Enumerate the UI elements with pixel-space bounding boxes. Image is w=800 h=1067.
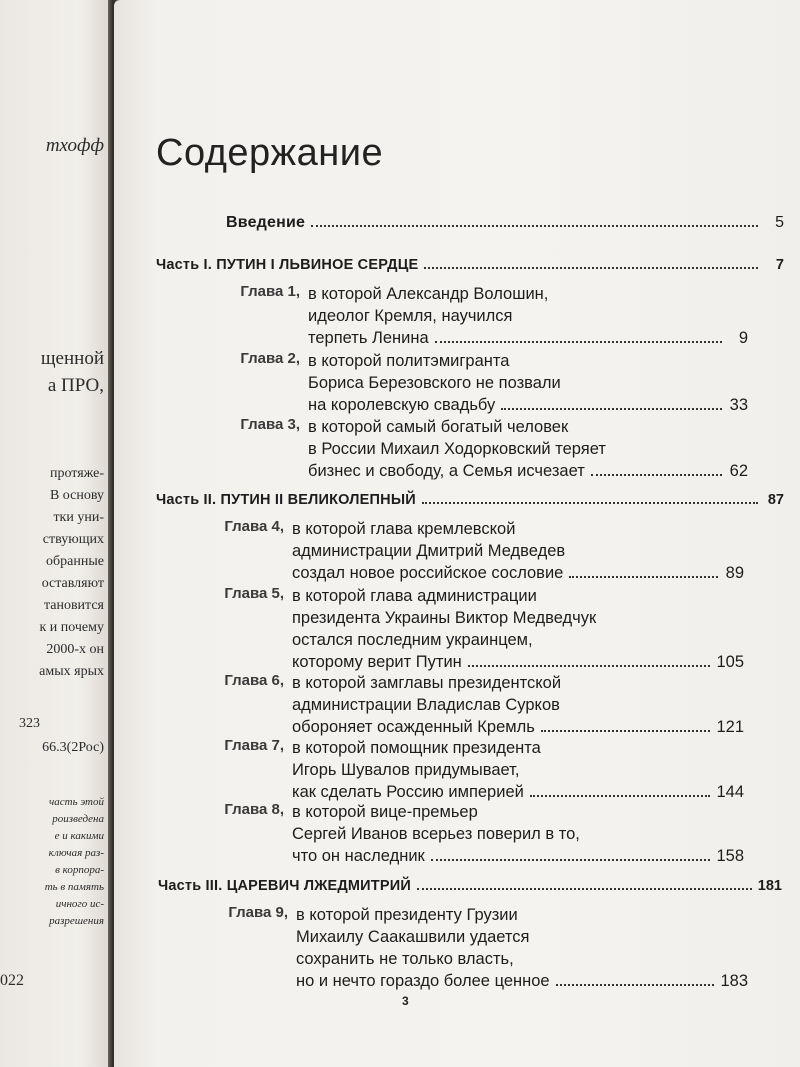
left-page-fragment: а ПРО, [47,375,104,396]
toc-leader [468,665,711,667]
toc-chapter-line: бизнес и свободу, а Семья исчезает [308,462,585,480]
toc-chapter-line: как сделать Россию империей [292,783,524,801]
toc-chapter-line: на королевскую свадьбу [308,396,496,414]
toc-chapter-label: Глава 9, [228,904,288,921]
toc-chapter-label: Глава 1, [240,283,300,300]
toc-chapter-label: Глава 5, [224,585,284,602]
toc-chapter-entry [214,672,774,738]
page-title: Содержание [156,132,384,174]
left-page-fragment: оставляют [41,576,104,591]
toc-leader [541,730,711,732]
toc-chapter-label: Глава 7, [224,737,284,754]
toc-page-number: 183 [720,972,748,990]
toc-part-label: Часть III. ЦАРЕВИЧ ЛЖЕДМИТРИЙ [158,878,411,894]
toc-leader [591,474,722,476]
toc-leader [435,341,722,343]
toc-part-row [156,492,784,508]
left-page-fragment: 2000-х он [46,642,104,657]
toc-page-number: 89 [725,564,744,582]
left-page-fragment: ключая раз- [48,847,104,859]
toc-chapter-entry [218,904,778,992]
toc-leader [530,795,711,797]
left-page-fragment: ствующих [42,532,104,547]
toc-chapter-line: в которой глава администрации [292,587,537,605]
toc-leader [417,888,752,890]
toc-page-number: 158 [716,847,744,865]
toc-leader [569,576,718,578]
left-page-fragment: е и какими [54,830,104,842]
toc-chapter-line: в которой Александр Волошин, [308,285,549,303]
left-page-fragment: часть этой [49,796,104,808]
toc-chapter-line: которому верит Путин [292,653,462,671]
toc-chapter-line: Игорь Шувалов придумывает, [292,761,520,779]
toc-chapter-entry [214,585,774,673]
toc-page-number: 105 [716,653,744,671]
toc-chapter-label: Глава 3, [240,416,300,433]
toc-page-number: 87 [767,492,784,508]
left-page-fragment: 022 [0,972,24,989]
toc-intro-row [226,214,784,232]
toc-chapter-entry [230,416,790,482]
toc-page-number: 181 [757,878,782,894]
toc-leader [422,502,758,504]
left-page-fragment: амых ярых [39,664,104,679]
toc-chapter-line: Михаилу Саакашвили удается [296,928,530,946]
left-page-fragment: тхофф [45,135,104,156]
left-page-fragment: к и почему [39,620,104,635]
left-page-fragment: тановится [43,598,104,613]
toc-chapter-line: в которой президенту Грузии [296,906,518,924]
page-number: 3 [402,994,409,1008]
toc-page-number: 121 [716,718,744,736]
toc-chapter-line: в которой замглавы президентской [292,674,562,692]
toc-leader [311,225,758,227]
toc-leader [501,408,722,410]
left-page-fragment: разрешения [49,915,104,927]
contents-page [114,0,800,1067]
toc-chapter-line: но и нечто гораздо более ценное [296,972,550,990]
toc-chapter-line: сохранить не только власть, [296,950,514,968]
left-page-fragment: 66.3(2Рос) [42,740,104,755]
toc-leader [424,267,758,269]
toc-chapter-entry [214,801,774,867]
toc-chapter-line: в которой вице-премьер [292,803,478,821]
left-page-fragment: В основу [49,488,104,503]
left-page-fragment: протяже- [49,466,104,481]
toc-page-number: 5 [775,214,784,231]
toc-page-number: 7 [775,257,784,273]
toc-chapter-line: обороняет осажденный Кремль [292,718,535,736]
toc-chapter-line: что он наследник [292,847,425,865]
toc-chapter-line: остался последним украинцем, [292,631,533,649]
left-page [0,0,112,1067]
left-page-fragment: ть в память [44,881,104,893]
toc-chapter-entry [214,737,774,803]
toc-chapter-entry [230,350,790,416]
left-page-fragment: 323 [19,716,40,731]
toc-part-row [156,257,784,273]
toc-chapter-line: администрации Дмитрий Медведев [292,542,566,560]
toc-part-label: Часть I. ПУТИН I ЛЬВИНОЕ СЕРДЦЕ [156,257,419,273]
left-page-fragment: щенной [40,348,104,369]
toc-chapter-line: в которой самый богатый человек [308,418,569,436]
toc-leader [556,984,715,986]
toc-chapter-label: Глава 2, [240,350,300,367]
toc-chapter-line: создал новое российское сословие [292,564,564,582]
left-page-fragment: роизведена [52,813,104,825]
toc-leader [431,859,711,861]
toc-page-number: 62 [729,462,748,480]
toc-chapter-line: идеолог Кремля, научился [308,307,513,325]
toc-chapter-line: в которой помощник президента [292,739,541,757]
toc-chapter-label: Глава 8, [224,801,284,818]
toc-part-row [158,878,782,894]
toc-page-number: 144 [716,783,744,801]
toc-chapter-entry [230,283,790,349]
toc-chapter-entry [214,518,774,584]
toc-chapter-line: администрации Владислав Сурков [292,696,560,714]
left-page-fragment: ичного ис- [55,898,104,910]
toc-chapter-line: терпеть Ленина [308,329,429,347]
toc-chapter-line: президента Украины Виктор Медведчук [292,609,597,627]
toc-page-number: 33 [729,396,748,414]
left-page-fragment: тки уни- [53,510,104,525]
left-page-fragment: обранные [46,554,104,569]
toc-part-label: Часть II. ПУТИН II ВЕЛИКОЛЕПНЫЙ [156,492,416,508]
toc-intro-label: Введение [226,214,306,231]
left-page-fragment: в корпора- [55,864,104,876]
toc-chapter-line: в России Михаил Ходорковский теряет [308,440,606,458]
toc-chapter-label: Глава 6, [224,672,284,689]
toc-chapter-line: Сергей Иванов всерьез поверил в то, [292,825,580,843]
toc-chapter-line: в которой политэмигранта [308,352,510,370]
toc-page-number: 9 [738,329,748,347]
toc-chapter-label: Глава 4, [224,518,284,535]
toc-chapter-line: Бориса Березовского не позвали [308,374,561,392]
toc-chapter-line: в которой глава кремлевской [292,520,516,538]
